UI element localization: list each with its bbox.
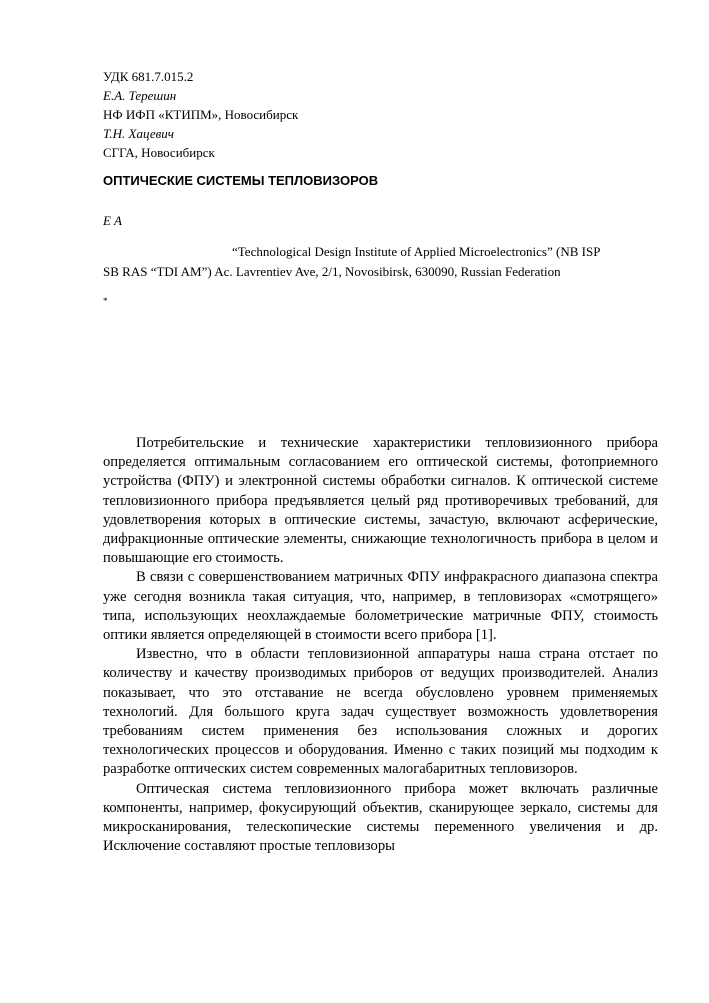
paper-title: ОПТИЧЕСКИЕ СИСТЕМЫ ТЕПЛОВИЗОРОВ	[103, 173, 379, 188]
paragraph: Оптическая система тепловизионного прибора может включать различные компоненты, например, фокусирующий объектив, сканирующее зеркало, системы для микросканирования, телескопические системы переменного увеличения и др. Исключение составляют простые тепловизоры	[103, 780, 658, 855]
footnote-marker: *	[103, 296, 108, 306]
affiliation-english-line-1: “Technological Design Institute of Applied Microelectronics” (NB ISP	[232, 244, 601, 259]
author-2-name: Т.Н. Хацевич	[103, 126, 174, 141]
paragraph: Известно, что в области тепловизионной аппаратуры наша страна отстает по количеству и качеству производимых приборов от ведущих производителей. Анализ показывает, что это отставание не всегда обусловлено уровнем применяемых технологий. Для большого круга задач существует возможность удовлетворения требованиям систем применения без использования сложных и дорогих технологических процессов и оборудования. Именно с таких позиций мы подходим к разработке оптических систем современных малогабаритных тепловизоров.	[103, 646, 658, 778]
affiliation-english	[103, 242, 658, 282]
affiliation-english-line-2: SB RAS “TDI AM”) Ac. Lavrentiev Ave, 2/1, Novosibirsk, 630090, Russian Federation	[103, 264, 561, 279]
paper-page	[103, 0, 658, 1003]
author-2-affiliation: СГГА, Новосибирск	[103, 145, 215, 160]
body-text	[103, 434, 658, 856]
udc-code: УДК 681.7.015.2	[103, 69, 194, 84]
paragraph: Потребительские и технические характеристики тепловизионного прибора определяется оптимальным согласованием его оптической системы, фотоприемного устройства (ФПУ) и электронной системы обработки сигналов. К оптической системе тепловизионного прибора предъявляется целый ряд противоречивых требований, для удовлетворения которых в оптические системы, зачастую, включают асферические, дифракционные оптические элементы, снижающие технологичность прибора в целом и повышающие его стоимость.	[103, 435, 658, 567]
authors-english: E A	[103, 213, 122, 228]
author-1-affiliation: НФ ИФП «КТИПМ», Новосибирск	[103, 107, 299, 122]
paragraph: В связи с совершенствованием матричных ФПУ инфракрасного диапазона спектра уже сегодня возникла такая ситуация, что, например, в тепловизорах «смотрящего» типа, использующих неохлаждаемые болометрические матричные ФПУ, стоимость оптики является определяющей в стоимости всего прибора [1].	[103, 569, 658, 644]
header-block	[103, 67, 298, 162]
author-1-name: Е.А. Терешин	[103, 88, 177, 103]
